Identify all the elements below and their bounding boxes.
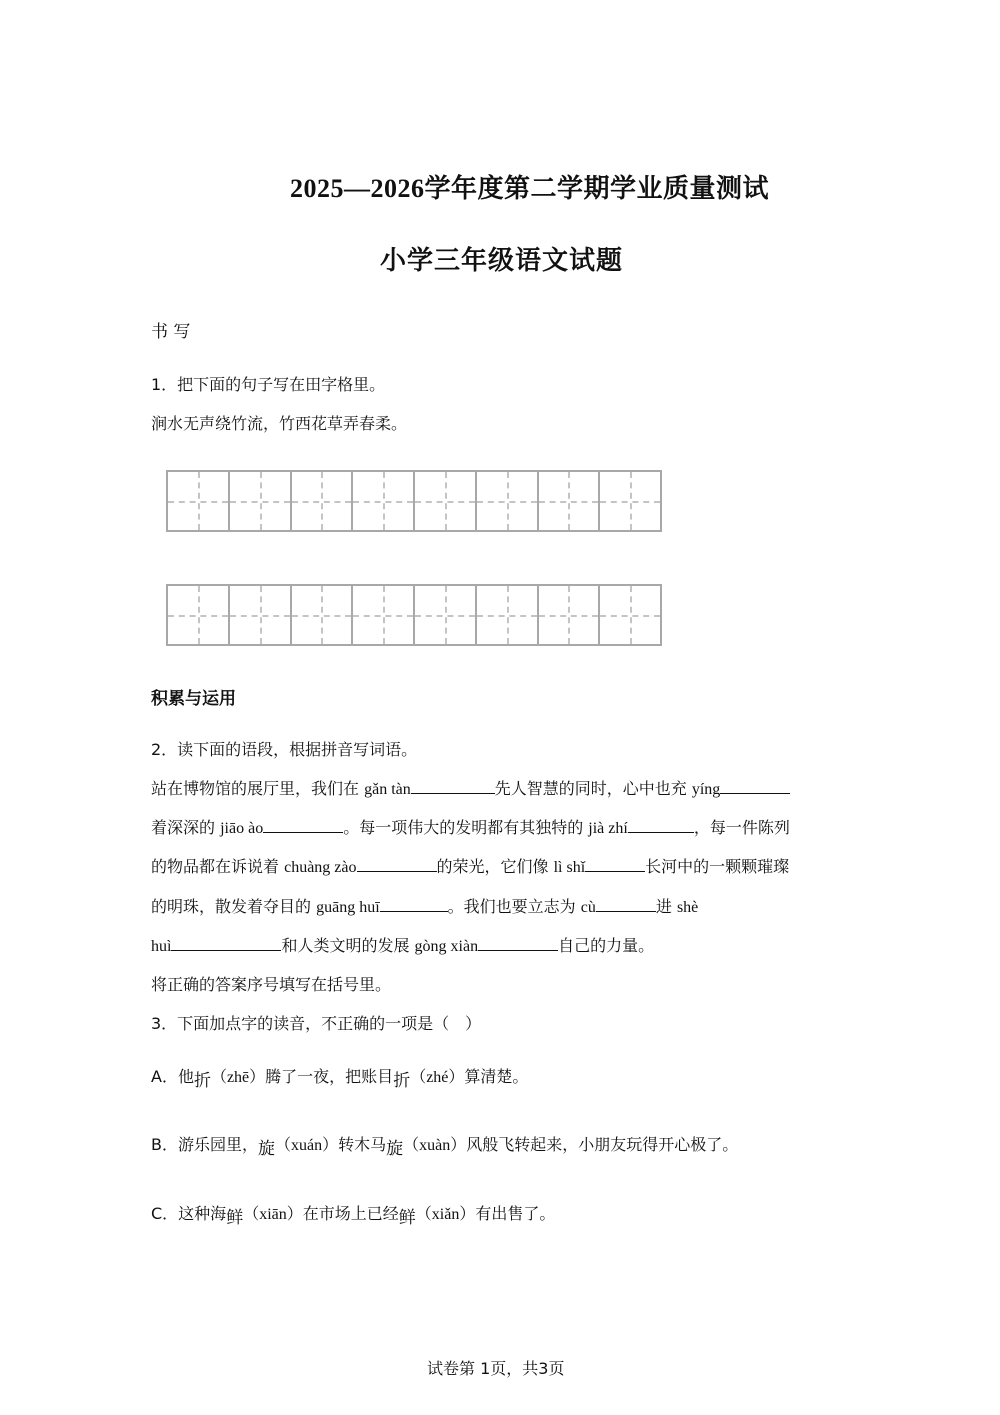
answer-blank[interactable]	[411, 779, 495, 794]
q1-stem: 1．把下面的句子写在田字格里。	[151, 375, 386, 394]
answer-blank[interactable]	[357, 857, 437, 872]
dotted-char: 鲜	[398, 1208, 416, 1228]
q2-text: 的明珠，散发着夺目的	[151, 897, 317, 916]
q2-text: 长河中的一颗颗璀璨	[645, 857, 790, 876]
pinyin: （xiǎn）	[415, 1206, 476, 1223]
option-text: A．他	[151, 1067, 194, 1086]
option-text: 在市场上已经	[302, 1204, 399, 1223]
tianzige-cell[interactable]	[600, 472, 660, 530]
option-text: B．游乐园里，	[151, 1135, 258, 1154]
option-text: 转木马	[338, 1135, 387, 1154]
pinyin: jià zhí	[588, 820, 628, 837]
dotted-char: 折	[193, 1071, 211, 1091]
q2-text: 。每一项伟大的发明都有其独特的	[343, 818, 589, 837]
pinyin: lì shǐ	[553, 859, 586, 876]
instruction-text: 将正确的答案序号填写在括号里。	[151, 975, 392, 994]
tianzige-cell[interactable]	[477, 586, 539, 644]
dotted-char: 折	[393, 1071, 411, 1091]
answer-blank[interactable]	[585, 857, 645, 872]
dotted-char: 旋	[386, 1139, 404, 1159]
answer-blank[interactable]	[720, 779, 790, 794]
q2-line-3	[151, 854, 789, 877]
q2-text: 先人智慧的同时，心中也充	[494, 779, 692, 798]
tianzige-cell[interactable]	[477, 472, 539, 530]
pinyin: yíng	[691, 781, 721, 798]
option-text: C．这种海	[151, 1204, 227, 1223]
q2-text: 。我们也要立志为	[447, 897, 581, 916]
tianzige-grid-row-1[interactable]	[166, 470, 662, 532]
q3-option-a[interactable]	[151, 1062, 529, 1091]
tianzige-cell[interactable]	[353, 472, 415, 530]
q2-text: 的物品都在诉说着	[151, 857, 285, 876]
pinyin: guāng huī	[316, 899, 380, 916]
pinyin: huì	[151, 938, 172, 955]
tianzige-cell[interactable]	[168, 472, 230, 530]
q2-line-2	[151, 815, 790, 838]
pinyin: （xuàn）	[403, 1137, 467, 1154]
answer-blank[interactable]	[171, 936, 281, 951]
tianzige-cell[interactable]	[353, 586, 415, 644]
dotted-char: 鲜	[226, 1208, 244, 1228]
q2-text: ，每一件陈列	[693, 818, 790, 837]
tianzige-cell[interactable]	[415, 472, 477, 530]
pinyin: chuàng zào	[284, 859, 357, 876]
dotted-char: 旋	[257, 1139, 275, 1159]
tianzige-cell[interactable]	[292, 586, 354, 644]
answer-blank[interactable]	[596, 897, 656, 912]
section-heading-writing: 书 写	[151, 322, 191, 342]
pinyin: gǎn tàn	[364, 781, 411, 798]
answer-blank[interactable]	[263, 818, 343, 833]
q2-line-1	[151, 776, 790, 799]
answer-blank[interactable]	[628, 818, 694, 833]
q2-line-5	[151, 933, 654, 956]
tianzige-cell[interactable]	[168, 586, 230, 644]
page-footer: 试卷第 1页，共3页	[427, 1359, 565, 1378]
q3-stem: 3．下面加点字的读音，不正确的一项是（ ）	[151, 1014, 482, 1033]
pinyin: shè	[676, 899, 699, 916]
q2-text: 着深深的	[151, 818, 221, 837]
q3-option-c[interactable]	[151, 1199, 556, 1228]
q1-sentence: 涧水无声绕竹流，竹西花草弄春柔。	[151, 414, 408, 433]
tianzige-cell[interactable]	[539, 472, 601, 530]
q3-option-b[interactable]	[151, 1130, 739, 1159]
option-text: 风般飞转起来，小朋友玩得开心极了。	[466, 1135, 739, 1154]
tianzige-cell[interactable]	[292, 472, 354, 530]
q2-text: 站在博物馆的展厅里，我们在	[151, 779, 365, 798]
pinyin: （xiān）	[243, 1206, 303, 1223]
option-text: 有出售了。	[475, 1204, 556, 1223]
q2-text: 进	[655, 897, 677, 916]
option-text: 腾了一夜，把账目	[265, 1067, 394, 1086]
q2-text: 的荣光，它们像	[436, 857, 554, 876]
exam-title: 2025—2026学年度第二学期学业质量测试	[290, 174, 770, 203]
exam-subtitle: 小学三年级语文试题	[380, 246, 624, 276]
q2-stem: 2．读下面的语段，根据拼音写词语。	[151, 740, 418, 759]
option-text: 算清楚。	[464, 1067, 529, 1086]
q2-text: 和人类文明的发展	[281, 936, 415, 955]
q2-line-4	[151, 894, 698, 917]
pinyin: （zhé）	[410, 1069, 465, 1086]
pinyin: cù	[580, 899, 596, 916]
tianzige-cell[interactable]	[539, 586, 601, 644]
tianzige-cell[interactable]	[415, 586, 477, 644]
answer-blank[interactable]	[478, 936, 558, 951]
section-heading-accumulation: 积累与运用	[151, 689, 236, 709]
pinyin: gòng xiàn	[414, 938, 479, 955]
tianzige-cell[interactable]	[600, 586, 660, 644]
pinyin: （xuán）	[274, 1137, 339, 1154]
q2-text: 自己的力量。	[558, 936, 655, 955]
pinyin: jiāo ào	[220, 820, 264, 837]
tianzige-cell[interactable]	[230, 586, 292, 644]
tianzige-grid-row-2[interactable]	[166, 584, 662, 646]
pinyin: （zhē）	[210, 1069, 266, 1086]
tianzige-cell[interactable]	[230, 472, 292, 530]
answer-blank[interactable]	[380, 897, 448, 912]
